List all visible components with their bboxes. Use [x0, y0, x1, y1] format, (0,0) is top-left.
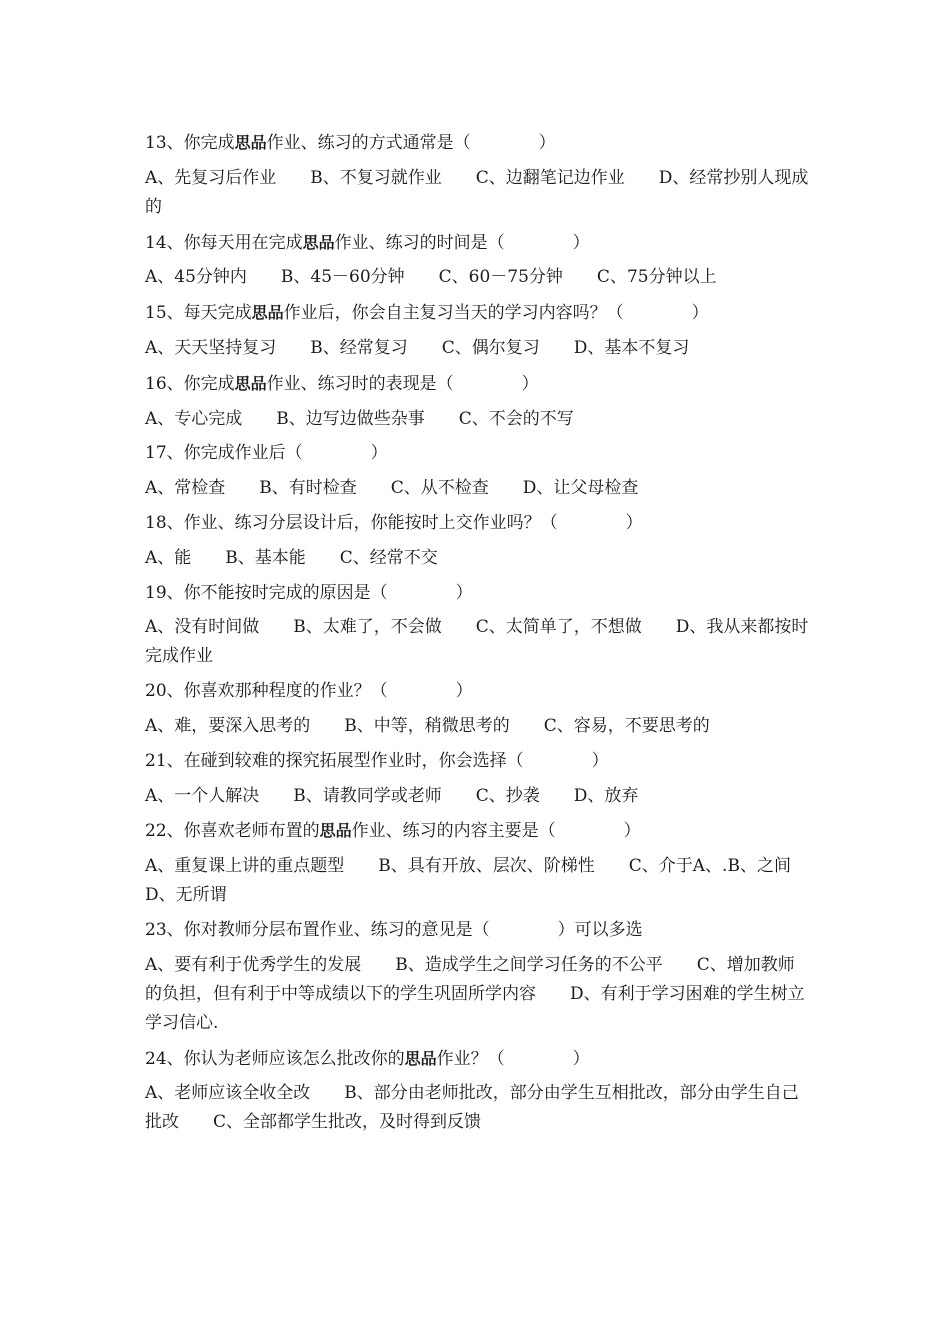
- question-19: 19、你不能按时完成的原因是（ ）: [145, 582, 473, 603]
- options-22: A、重复课上讲的重点题型 B、具有开放、层次、阶梯性 C、介于A、.B、之间 D、无所谓: [145, 856, 825, 906]
- question-22: 22、你喜欢老师布置的思品作业、练习的内容主要是（ ）: [145, 821, 641, 842]
- question-14: 14、你每天用在完成思品作业、练习的时间是（ ）: [145, 232, 590, 253]
- options-24: A、老师应该全收全改 B、部分由老师批改，部分由学生互相批改，部分由学生自己批改 C、全部都学生批改，及时得到反馈: [145, 1083, 799, 1133]
- question-21: 21、在碰到较难的探究拓展型作业时，你会选择（ ）: [145, 750, 609, 771]
- options-21: A、一个人解决 B、请教同学或老师 C、抄袭 D、放弃: [145, 785, 639, 806]
- options-13: A、先复习后作业 B、不复习就作业 C、边翻笔记边作业 D、经常抄别人现成的: [145, 167, 809, 217]
- options-16: A、专心完成 B、边写边做些杂事 C、不会的不写: [145, 408, 574, 429]
- options-20: A、难，要深入思考的 B、中等，稍微思考的 C、容易，不要思考的: [145, 715, 710, 736]
- options-15: A、天天坚持复习 B、经常复习 C、偶尔复习 D、基本不复习: [145, 337, 690, 358]
- options-19: A、没有时间做 B、太难了，不会做 C、太简单了，不想做 D、我从来都按时完成作业: [145, 617, 809, 667]
- options-14: A、45分钟内 B、45－60分钟 C、60－75分钟 C、75分钟以上: [145, 267, 717, 288]
- question-20: 20、你喜欢那种程度的作业？（ ）: [145, 681, 473, 702]
- question-18: 18、作业、练习分层设计后，你能按时上交作业吗？（ ）: [145, 512, 643, 533]
- question-24: 24、你认为老师应该怎么批改你的思品作业？（ ）: [145, 1048, 590, 1069]
- question-16: 16、你完成思品作业、练习时的表现是（ ）: [145, 373, 539, 394]
- question-15: 15、每天完成思品作业后，你会自主复习当天的学习内容吗？（ ）: [145, 303, 709, 324]
- question-17: 17、你完成作业后（ ）: [145, 443, 388, 464]
- questionnaire-body: [145, 128, 825, 1143]
- options-18: A、能 B、基本能 C、经常不交: [145, 547, 438, 568]
- question-23: 23、你对教师分层布置作业、练习的意见是（ ）可以多选: [145, 919, 643, 940]
- question-13: 13、你完成思品作业、练习的方式通常是（ ）: [145, 133, 556, 153]
- options-17: A、常检查 B、有时检查 C、从不检查 D、让父母检查: [145, 478, 639, 499]
- options-23: A、要有利于优秀学生的发展 B、造成学生之间学习任务的不公平 C、增加教师的负担，但有利于中等成绩以下的学生巩固所学内容 D、有利于学习困难的学生树立学习信心.: [145, 954, 805, 1033]
